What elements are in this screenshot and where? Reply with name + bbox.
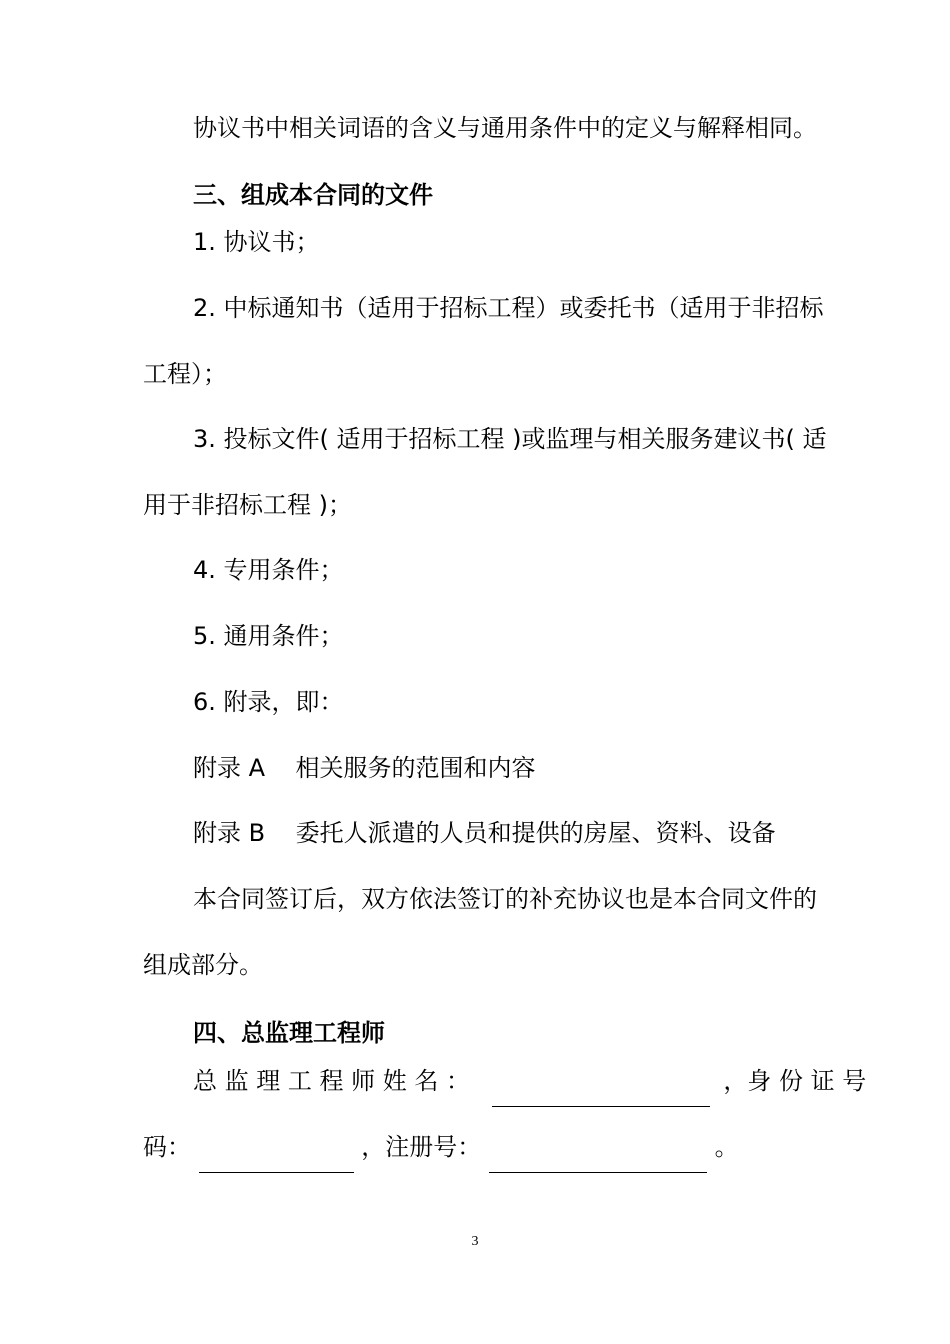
- appendix-a: 附录 A 相关服务的范围和内容: [193, 754, 536, 782]
- list-item-6: 6. 附录，即：: [193, 688, 344, 716]
- list-item-2-line2: 工程）；: [143, 360, 227, 388]
- chief-engineer-line: [193, 1061, 950, 1101]
- id-number-label-end: 码：: [143, 1133, 191, 1161]
- chief-name-field[interactable]: [492, 1076, 710, 1107]
- id-registration-line: [143, 1127, 950, 1167]
- list-item-4: 4. 专用条件；: [193, 556, 344, 584]
- end-mark: 。: [714, 1133, 739, 1161]
- list-item-3-line1: 3. 投标文件( 适用于招标工程 )或监理与相关服务建议书( 适: [193, 425, 827, 453]
- list-item-3-line2: 用于非招标工程 )；: [143, 491, 352, 519]
- supplement-line2: 组成部分。: [143, 951, 263, 979]
- intro-paragraph: 协议书中相关词语的含义与通用条件中的定义与解释相同。: [193, 114, 817, 142]
- supplement-line1: 本合同签订后，双方依法签订的补充协议也是本合同文件的: [193, 885, 817, 913]
- section4-heading: 四、总监理工程师: [193, 1019, 385, 1047]
- section3-heading: 三、组成本合同的文件: [193, 181, 433, 209]
- list-item-1: 1. 协议书；: [193, 228, 320, 256]
- list-item-2-line1: 2. 中标通知书（适用于招标工程）或委托书（适用于非招标: [193, 294, 824, 322]
- id-number-label: ，身 份 证 号: [723, 1067, 867, 1095]
- page-number: 3: [471, 1234, 479, 1249]
- appendix-b: 附录 B 委托人派遣的人员和提供的房屋、资料、设备: [193, 819, 776, 847]
- list-item-5: 5. 通用条件；: [193, 622, 344, 650]
- id-number-field[interactable]: [199, 1142, 354, 1173]
- registration-number-field[interactable]: [489, 1142, 707, 1173]
- chief-name-label: 总 监 理 工 程 师 姓 名 ：: [193, 1067, 471, 1095]
- registration-label: ，注册号：: [361, 1133, 482, 1161]
